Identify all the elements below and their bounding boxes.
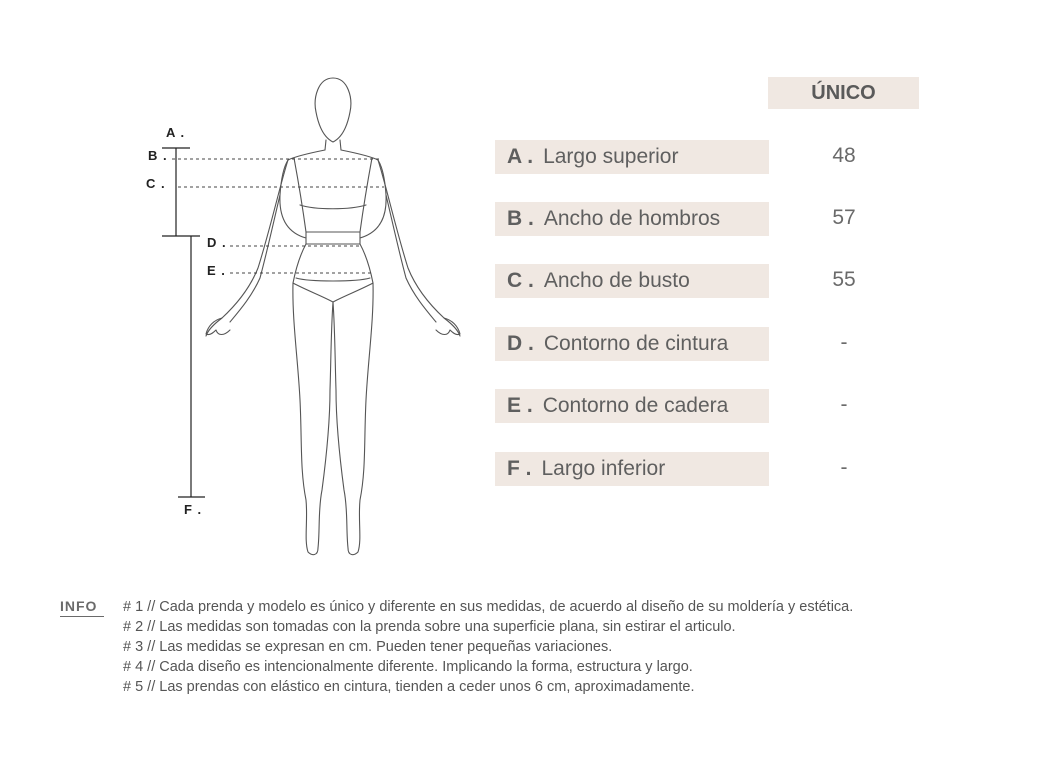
- measurement-label: [495, 389, 769, 423]
- info-underline: [60, 616, 104, 617]
- measurement-name: Largo superior: [543, 145, 679, 168]
- measurement-value: 55: [832, 268, 856, 291]
- measurement-name: Contorno de cadera: [542, 394, 729, 417]
- info-note: # 4 // Cada diseño es intencionalmente diferente. Implicando la forma, estructura y largo.: [123, 659, 693, 675]
- measurement-label: [495, 327, 769, 361]
- measurement-label: [495, 202, 769, 236]
- figure-waistband: [306, 232, 360, 244]
- measurement-row: [495, 452, 895, 486]
- figure-left-leg: [293, 283, 333, 555]
- figure-letter-b: B .: [148, 148, 168, 163]
- measurement-value: -: [840, 331, 848, 354]
- figure-letter-a: A .: [166, 125, 186, 140]
- figure-letter-e: E .: [207, 263, 226, 278]
- info-note: # 3 // Las medidas se expresan en cm. Pueden tener pequeñas variaciones.: [123, 639, 613, 655]
- info-notes: [123, 597, 853, 697]
- measurement-name: Ancho de busto: [543, 269, 690, 292]
- measurement-name: Largo inferior: [541, 457, 666, 480]
- info-note: # 1 // Cada prenda y modelo es único y diferente en sus medidas, de acuerdo al diseño de su moldería y estética.: [123, 599, 854, 615]
- measurement-label: [495, 264, 769, 298]
- body-figure-diagram: [0, 0, 520, 580]
- measurement-value: -: [840, 393, 848, 416]
- measurement-label: [495, 140, 769, 174]
- figure-letter-c: C .: [146, 176, 166, 191]
- measurement-row: [495, 389, 895, 423]
- figure-letter-d: D .: [207, 235, 227, 250]
- figure-briefs: [293, 278, 373, 302]
- measurement-letter: A .: [507, 145, 534, 168]
- figure-hips: [293, 244, 373, 283]
- measurement-label: [495, 452, 769, 486]
- measurement-letter: F .: [507, 457, 532, 480]
- info-note: # 5 // Las prendas con elástico en cintura, tienden a ceder unos 6 cm, aproximadamente.: [123, 679, 695, 695]
- figure-letter-f: F .: [184, 502, 203, 517]
- figure-right-leg: [333, 283, 373, 555]
- measurement-letter: D .: [507, 332, 534, 355]
- measurement-row: [495, 327, 895, 361]
- measurement-letter: C .: [507, 269, 534, 292]
- measurement-letter: B .: [507, 207, 534, 230]
- measurement-letter: E .: [507, 394, 533, 417]
- measurement-value: 57: [832, 206, 856, 229]
- measurement-row: [495, 264, 895, 298]
- info-note: # 2 // Las medidas son tomadas con la prenda sobre una superficie plana, sin estirar el articulo.: [123, 619, 736, 635]
- measurement-value: -: [840, 456, 848, 479]
- measurement-name: Contorno de cintura: [543, 332, 729, 355]
- figure-right-arm: [378, 160, 460, 336]
- figure-torso: [280, 150, 386, 238]
- measurement-name: Ancho de hombros: [543, 207, 721, 230]
- figure-top: [294, 158, 372, 232]
- measurement-value: 48: [832, 144, 856, 167]
- info-title: INFO: [60, 598, 98, 614]
- measurement-row: [495, 140, 895, 174]
- measurement-row: [495, 202, 895, 236]
- size-column-header: ÚNICO: [768, 77, 919, 109]
- figure-head: [315, 78, 351, 142]
